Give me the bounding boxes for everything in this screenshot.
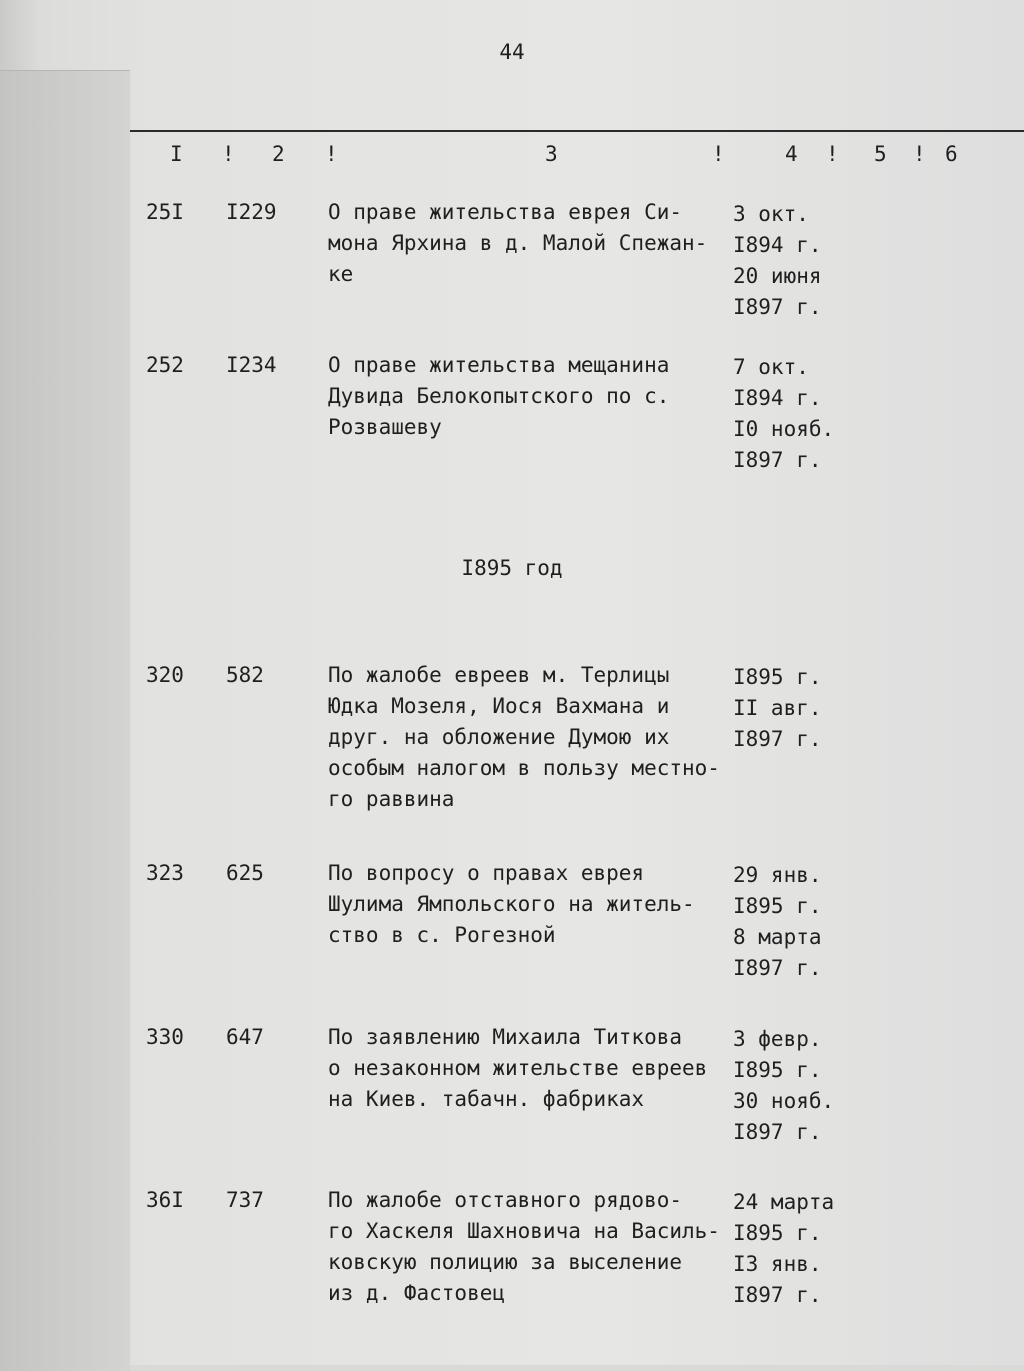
title-line: го раввина xyxy=(328,787,455,811)
column-header-5: 5 xyxy=(874,142,887,166)
column-header-6: 6 xyxy=(945,142,958,166)
column-separator: ! xyxy=(222,142,235,166)
date-line: I894 г. xyxy=(733,386,822,410)
entry-dates xyxy=(733,1024,843,1148)
date-line: 7 окт. xyxy=(733,355,809,379)
date-line: 8 марта xyxy=(733,925,822,949)
column-separator: ! xyxy=(913,142,926,166)
title-line: особым налогом в пользу местно- xyxy=(328,756,720,780)
title-line: ковскую полицию за выселение xyxy=(328,1250,683,1274)
column-header xyxy=(0,142,1024,174)
file-number: 737 xyxy=(226,1188,264,1212)
entry-title xyxy=(328,1022,738,1115)
column-separator: ! xyxy=(325,142,338,166)
entry-title xyxy=(328,1185,738,1309)
year-heading: I895 год xyxy=(461,556,563,580)
column-header-2: 2 xyxy=(272,142,285,166)
date-line: I0 нояб. xyxy=(733,417,835,441)
file-number: 647 xyxy=(226,1025,264,1049)
header-rule xyxy=(130,130,1024,132)
entry-dates xyxy=(733,860,843,984)
date-line: 3 февр. xyxy=(733,1027,822,1051)
date-line: I897 г. xyxy=(733,448,822,472)
column-header-4: 4 xyxy=(785,142,798,166)
title-line: О праве жительства еврея Си- xyxy=(328,200,683,224)
entry-dates xyxy=(733,1187,843,1311)
date-line: I894 г. xyxy=(733,233,822,257)
date-line: I895 г. xyxy=(733,894,822,918)
title-line: о незаконном жительстве евреев xyxy=(328,1056,708,1080)
title-line: По заявлению Михаила Титкова xyxy=(328,1025,683,1049)
title-line: на Киев. табачн. фабриках xyxy=(328,1087,645,1111)
entry-title xyxy=(328,350,738,443)
entry-dates xyxy=(733,352,843,476)
date-line: I897 г. xyxy=(733,295,822,319)
date-line: 20 июня xyxy=(733,264,822,288)
column-header-3: 3 xyxy=(545,142,558,166)
title-line: По вопросу о правах еврея xyxy=(328,861,645,885)
title-line: Юдка Мозеля, Иося Вахмана и xyxy=(328,694,670,718)
entry-number: 25I xyxy=(146,200,184,224)
page-number: 44 xyxy=(499,40,525,64)
date-line: II авг. xyxy=(733,696,822,720)
file-number: 625 xyxy=(226,861,264,885)
entry-title xyxy=(328,197,738,290)
date-line: I895 г. xyxy=(733,1221,822,1245)
date-line: 30 нояб. xyxy=(733,1089,835,1113)
file-number: I229 xyxy=(226,200,277,224)
title-line: Шулима Ямпольского на житель- xyxy=(328,892,695,916)
title-line: ство в с. Рогезной xyxy=(328,923,556,947)
title-line: ке xyxy=(328,262,354,286)
date-line: I895 г. xyxy=(733,1058,822,1082)
date-line: I895 г. xyxy=(733,665,822,689)
title-line: По жалобе евреев м. Терлицы xyxy=(328,663,670,687)
entry-title xyxy=(328,660,738,815)
underlying-page-edge xyxy=(0,70,130,1371)
title-line: Розвашеву xyxy=(328,415,442,439)
entry-number: 36I xyxy=(146,1188,184,1212)
title-line: По жалобе отставного рядово- xyxy=(328,1188,683,1212)
entry-title xyxy=(328,858,738,951)
entry-number: 323 xyxy=(146,861,184,885)
date-line: I897 г. xyxy=(733,956,822,980)
file-number: 582 xyxy=(226,663,264,687)
column-separator: ! xyxy=(712,142,725,166)
date-line: I3 янв. xyxy=(733,1252,822,1276)
column-header-1: I xyxy=(170,142,183,166)
title-line: друг. на обложение Думою их xyxy=(328,725,670,749)
entry-number: 252 xyxy=(146,353,184,377)
file-number: I234 xyxy=(226,353,277,377)
date-line: I897 г. xyxy=(733,1283,822,1307)
title-line: из д. Фастовец xyxy=(328,1281,506,1305)
title-line: О праве жительства мещанина xyxy=(328,353,670,377)
date-line: I897 г. xyxy=(733,1120,822,1144)
entry-dates xyxy=(733,199,843,323)
date-line: I897 г. xyxy=(733,727,822,751)
entry-number: 330 xyxy=(146,1025,184,1049)
entry-number: 320 xyxy=(146,663,184,687)
title-line: го Хаскеля Шахновича на Василь- xyxy=(328,1219,720,1243)
title-line: Дувида Белокопытского по с. xyxy=(328,384,670,408)
title-line: мона Ярхина в д. Малой Спежан- xyxy=(328,231,708,255)
date-line: 3 окт. xyxy=(733,202,809,226)
column-separator: ! xyxy=(826,142,839,166)
date-line: 24 марта xyxy=(733,1190,835,1214)
date-line: 29 янв. xyxy=(733,863,822,887)
entry-dates xyxy=(733,662,843,755)
